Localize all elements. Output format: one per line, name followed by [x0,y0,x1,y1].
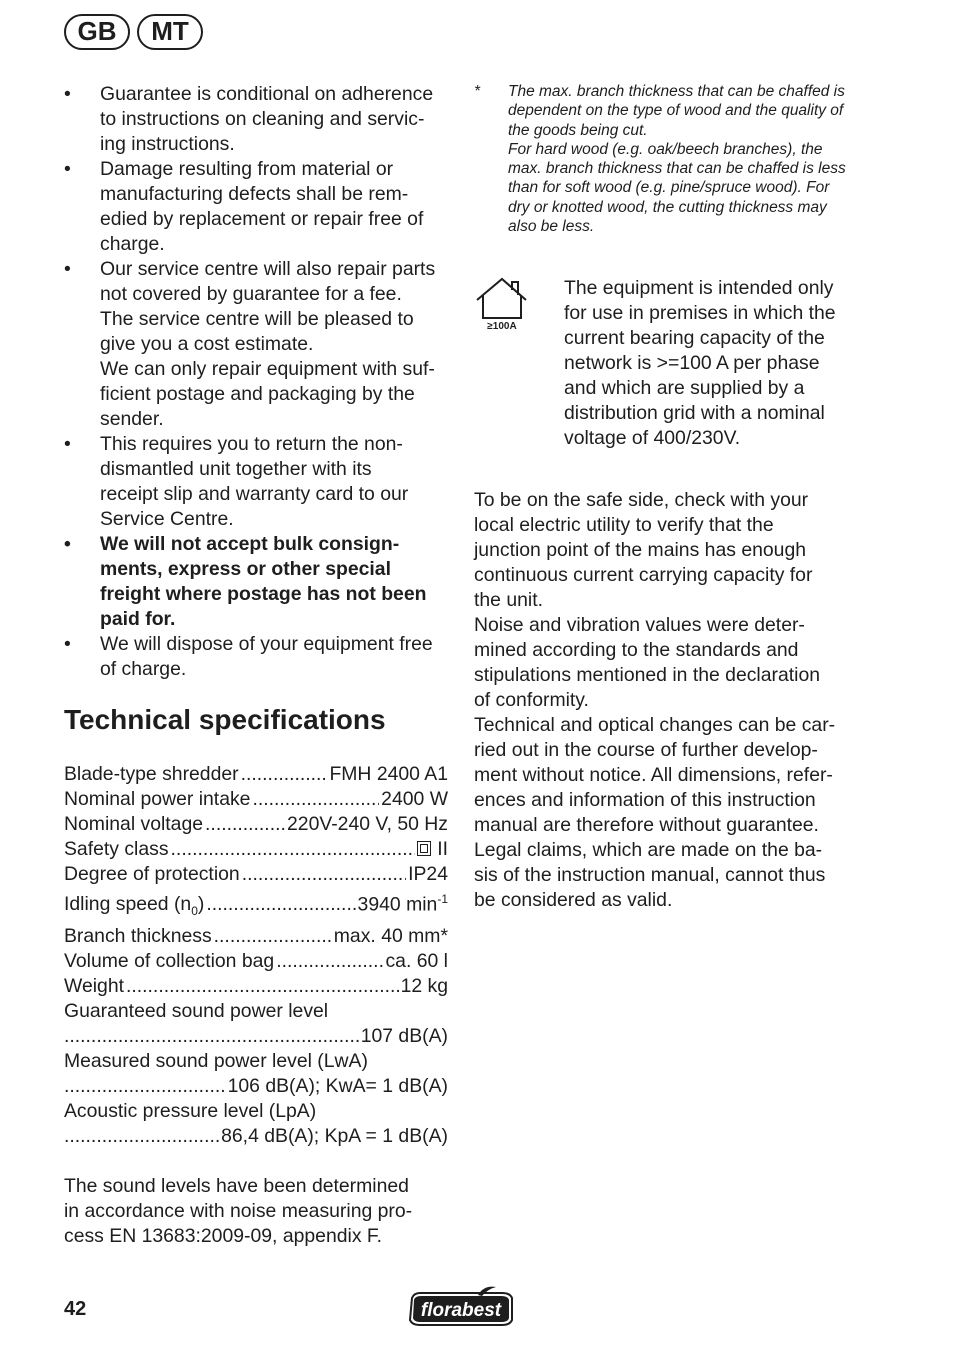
text-line: and which are supplied by a [564,377,805,400]
text-line: Technical and optical changes can be car- [474,714,836,737]
text-line: not covered by guarantee for a fee. [100,283,402,305]
spec-value: max. 40 mm* [333,925,448,948]
text-line: receipt slip and warranty card to our [100,483,409,505]
spec-value: 2400 W [381,788,448,810]
left-column [64,82,448,1249]
sound-note [64,1174,448,1249]
text-line: • We will not accept bulk consign- [100,533,400,555]
text-line: The equipment is intended only [564,277,834,300]
florabest-logo [406,1286,516,1328]
current-capacity-note [474,276,864,451]
spec-label: Safety class [64,838,169,860]
text-line: We can only repair equipment with suf- [100,358,435,380]
text-line: manual are therefore without guarantee. [474,814,819,837]
leader-dots [171,837,416,862]
text-line: • We will dispose of your equipment free [100,633,433,655]
spec-label-text: Idling speed (n [64,893,192,916]
spec-row-shredder [64,762,448,787]
spec-row-power [64,787,448,812]
leader-dots [242,862,406,887]
text-line: sender. [100,408,164,430]
spec-value: IP24 [408,863,448,885]
spec-row-bag [64,949,448,974]
right-body-text [474,488,864,913]
text-line: stipulations mentioned in the declaration [474,664,821,687]
spec-label: Degree of protection [64,863,240,885]
spec-row-branch [64,924,448,949]
text-line: • Our service centre will also repair parts [100,258,436,280]
list-item [64,532,448,632]
spec-value-text: 3940 min [357,893,438,916]
guarantee-list [64,82,448,682]
footnote-marker: * [474,83,481,100]
spec-row-protection [64,862,448,887]
text-line: in accordance with noise measuring pro- [64,1200,413,1223]
list-item [64,82,448,157]
text-line: the goods being cut. [508,121,648,139]
text-line: local electric utility to verify that the [474,514,774,537]
spec-label: Nominal voltage [64,813,204,835]
right-column [474,82,864,913]
spec-list [64,762,448,1149]
spec-value: 220V-240 V, 50 Hz [287,813,448,835]
text-line: the unit. [474,589,543,612]
text-line: Service Centre. [100,508,234,530]
page-number: 42 [64,1298,87,1320]
text-line: network is >=100 A per phase [564,352,820,375]
section-heading: Technical specifications [64,704,386,735]
text-line: junction point of the mains has enough [474,539,807,562]
text-line: of conformity. [474,689,589,712]
text-line: sis of the instruction manual, cannot thus [474,864,826,887]
list-item [64,432,448,532]
text-line: of charge. [100,658,187,680]
leader-dots [206,892,355,917]
list-item [64,157,448,257]
text-line: Legal claims, which are made on the ba- [474,839,823,862]
leader-dots [64,1124,219,1149]
spec-label: Volume of collection bag [64,950,275,973]
spec-title-acoustic: Acoustic pressure level (LpA) [64,1100,317,1123]
spec-label: Weight [64,975,124,998]
leader-dots [64,1074,226,1099]
spec-value: 106 dB(A); KwA= 1 dB(A) [227,1075,448,1098]
spec-row-idling [64,887,448,924]
spec-title-measured-sound: Measured sound power level (LwA) [64,1050,368,1073]
language-badge-mt: MT [137,14,203,50]
text-line: distribution grid with a nominal [564,402,825,425]
text-line: continuous current carrying capacity for [474,564,813,587]
text-line: paid for. [100,608,176,630]
text-line: than for soft wood (e.g. pine/spruce wood). For [508,179,830,197]
leader-dots [126,974,399,999]
text-line: cess EN 13683:2009-09, appendix F. [64,1225,383,1248]
protection-class-ii-icon [417,841,431,856]
spec-value: 86,4 dB(A); KpA = 1 dB(A) [221,1125,448,1148]
text-line: edied by replacement or repair free of [100,208,424,230]
text-line: give you a cost estimate. [100,333,314,355]
text-line: For hard wood (e.g. oak/beech branches), the [508,140,823,158]
superscript: -1 [437,892,448,906]
spec-row-measured-sound [64,1074,448,1099]
spec-label: Branch thickness [64,925,212,948]
leader-dots [205,812,285,837]
brand-name: florabest [420,1300,502,1321]
text-line: dry or knotted wood, the cutting thickness may [508,198,827,216]
text-line: to instructions on cleaning and servic- [100,108,425,130]
text-line: ences and information of this instruction [474,789,816,812]
text-line: charge. [100,233,165,255]
leader-dots [252,787,379,812]
spec-label [64,892,204,924]
house-text [564,276,864,451]
text-line: voltage of 400/230V. [564,427,741,450]
text-line: current bearing capacity of the [564,327,825,350]
text-line: ficient postage and packaging by the [100,383,415,405]
house-current-capacity-icon [474,276,530,336]
spec-label: Blade-type shredder [64,763,239,785]
spec-value: ca. 60 l [385,950,448,973]
spec-row-guaranteed-sound [64,1024,448,1049]
text-line: The service centre will be pleased to [100,308,414,330]
text-line: freight where postage has not been [100,583,427,605]
text-line: • Guarantee is conditional on adherence [100,83,434,105]
text-line: ried out in the course of further develop- [474,739,818,762]
spec-row-acoustic [64,1124,448,1149]
text-line: dependent on the type of wood and the quality of [508,102,844,120]
spec-value: 12 kg [400,975,448,998]
spec-label-end: ) [197,893,205,916]
text-line: manufacturing defects shall be rem- [100,183,409,205]
text-line: max. branch thickness that can be chaffed is less [508,160,846,178]
house-icon-label: ≥100A [487,321,517,333]
text-line: mined according to the standards and [474,639,799,662]
text-line: be considered as valid. [474,889,673,912]
text-line: • Damage resulting from material or [100,158,394,180]
spec-row-safety [64,837,448,862]
spec-value [358,887,448,917]
spec-row-weight [64,974,448,999]
leader-dots [64,1024,359,1049]
subscript: 0 [191,904,198,919]
text-line: • This requires you to return the non- [100,433,403,455]
leader-dots [214,924,332,949]
text-line: The max. branch thickness that can be chaffed is [508,83,845,100]
list-item [64,632,448,682]
text-line: ments, express or other special [100,558,391,580]
list-item [64,257,448,432]
text-line: The sound levels have been determined [64,1175,409,1198]
leader-dots [276,949,383,974]
spec-label: Nominal power intake [64,788,251,810]
spec-title-guaranteed-sound: Guaranteed sound power level [64,1000,329,1023]
footnote [474,82,864,236]
spec-value: 107 dB(A) [360,1025,448,1048]
text-line: To be on the safe side, check with your [474,489,809,512]
spec-row-voltage [64,812,448,837]
text-line: also be less. [508,218,595,236]
text-line: ment without notice. All dimensions, refer- [474,764,833,787]
spec-value [417,837,448,862]
text-line: ing instructions. [100,133,235,155]
text-line: Noise and vibration values were deter- [474,614,805,637]
spec-value-text: II [437,838,448,860]
language-badge-gb: GB [64,14,130,50]
text-line: dismantled unit together with its [100,458,372,480]
leader-dots [241,762,328,787]
text-line: for use in premises in which the [564,302,836,325]
spec-value: FMH 2400 A1 [329,763,448,785]
